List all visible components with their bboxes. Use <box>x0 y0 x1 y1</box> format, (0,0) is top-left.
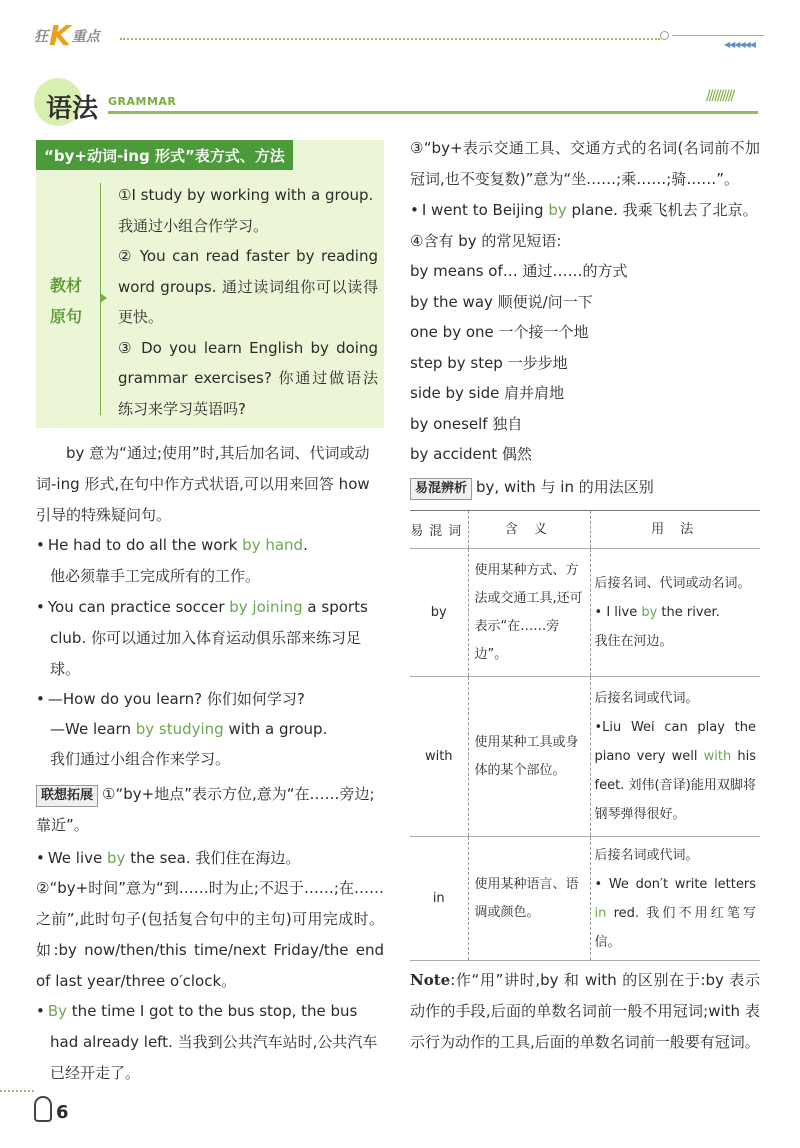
phrase-item: one by one 一个接一个地 <box>410 323 589 341</box>
phrase-list <box>410 256 760 470</box>
box-sentence-3-en: ③ Do you learn English by doing grammar exercises? <box>118 338 378 387</box>
example-3-answer: —We learn by studying with a group. <box>50 720 328 738</box>
table-row <box>410 837 760 961</box>
confusion-tag: 易混辨析 <box>410 478 472 500</box>
box-sentence-2-en: ② You can read faster by reading word groups. <box>118 247 378 296</box>
usage-3-example: • I went to Beijing by plane. 我乘飞机去了北京。 <box>410 195 760 226</box>
table-row <box>410 677 760 837</box>
row-usage: 后接名词或代词。 • We don′t write letters in red. 我们不用红笔写信。 <box>590 837 760 961</box>
extension-tag: 联想拓展 <box>36 785 98 807</box>
header-arrows-icon: ◀◀◀◀◀◀ <box>724 40 755 49</box>
balloon-icon <box>34 1096 52 1122</box>
phrase-item: by oneself 独自 <box>410 414 523 433</box>
note-label: Note <box>410 971 451 989</box>
book-logo <box>34 19 100 52</box>
example-3-question: • —How do you learn? 你们如何学习? <box>36 684 384 715</box>
logo-text-k: K <box>49 19 71 52</box>
box-label: 教材原句 <box>50 276 83 326</box>
header-meaning: 含 义 <box>468 511 590 549</box>
box-sentence-2-cn: 通过读词组你可以读得更快。 <box>118 277 378 326</box>
page-number: 6 <box>56 1102 69 1123</box>
row-word: in <box>410 837 468 961</box>
header-dotted-line <box>120 38 660 40</box>
intro-paragraph: by 意为“通过;使用”时,其后加名词、代词或动词-ing 形式,在句中作方式状语,可以用来回答 how 引导的特殊疑问句。 <box>36 444 370 524</box>
logo-text-2: 重点 <box>71 29 100 45</box>
note-paragraph: Note:作“用”讲时,by 和 with 的区别在于:by 表示动作的手段,后面的单数名词前一般不用冠词;with 表示行为动作的工具,后面的单数名词前一般要有冠词。 <box>410 971 760 1051</box>
phrase-item: by the way 顺便说/问一下 <box>410 292 593 311</box>
row-meaning: 使用某种工具或身体的某个部位。 <box>468 677 590 837</box>
row-meaning: 使用某种方式、方法或交通工具,还可表示“在……旁边”。 <box>468 549 590 677</box>
table-row <box>410 549 760 677</box>
phrase-item: side by side 肩并肩地 <box>410 384 565 402</box>
logo-text-1: 狂 <box>34 29 48 45</box>
row-usage: 后接名词、代词或动名词。 • I live by the river. 我住在河边。 <box>590 549 760 677</box>
row-word: by <box>410 549 468 677</box>
row-usage: 后接名词或代词。 •Liu Wei can play the piano very well with his feet. 刘伟(音译)能用双脚将钢琴弹得很好。 <box>590 677 760 837</box>
extension-2-example: • By the time I got to the bus stop, the bus had already left. 当我到公共汽车站时,公共汽车已经开走了。 <box>36 996 384 1089</box>
phrase-item: by accident 偶然 <box>410 445 532 463</box>
section-title-rule <box>108 111 758 114</box>
box-title: “by+动词-ing 形式”表方式、方法 <box>36 140 293 170</box>
example-1-translation: 他必须靠手工完成所有的工作。 <box>50 567 261 585</box>
box-arrow-icon <box>100 293 107 303</box>
confusion-heading: 易混辨析 by, with 与 in 的用法区别 <box>410 472 760 503</box>
extension-1-example: • We live by the sea. 我们住在海边。 <box>36 843 384 874</box>
header-circle-icon <box>660 31 669 40</box>
comparison-table <box>410 510 760 961</box>
box-sentence-3-cn: 你通过做语法练习来学习英语吗? <box>118 369 378 418</box>
header-word: 易混词 <box>410 511 468 549</box>
example-3-translation: 我们通过小组合作来学习。 <box>50 750 231 768</box>
example-1: • He had to do all the work by hand. <box>36 530 384 561</box>
usage-4: ④含有 by 的常见短语: <box>410 232 562 250</box>
header-rule <box>672 35 764 36</box>
footer-dotted-line <box>0 1090 34 1092</box>
section-title-en: GRAMMAR <box>108 95 177 108</box>
box-sentence-1-cn: 我通过小组合作学习。 <box>118 216 269 235</box>
hatch-decoration-icon: ////////// <box>706 88 734 104</box>
table-header-row <box>410 511 760 549</box>
extension-1: 联想拓展 ①“by+地点”表示方位,意为“在……旁边;靠近”。 <box>36 785 375 834</box>
row-meaning: 使用某种语言、语调或颜色。 <box>468 837 590 961</box>
box-sentences <box>118 180 378 424</box>
example-2: • You can practice soccer by joining a sports club. 你可以通过加入体育运动俱乐部来练习足球。 <box>36 592 384 685</box>
header-usage: 用 法 <box>590 511 760 549</box>
row-word: with <box>410 677 468 837</box>
section-title: 语法 <box>46 94 99 124</box>
phrase-item: step by step 一步步地 <box>410 353 568 372</box>
box-sentence-1-en: ①I study by working with a group. <box>118 186 374 204</box>
usage-3: ③“by+表示交通工具、交通方式的名词(名词前不加冠词,也不变复数)”意为“坐……;乘……;骑……”。 <box>410 139 760 188</box>
extension-2: ②“by+时间”意为“到……时为止;不迟于……;在……之前”,此时句子(包括复合句中的主句)可用完成时。如:by now/then/this time/next Friday/the end of last year/three o′clock。 <box>36 879 384 990</box>
phrase-item: by means of… 通过……的方式 <box>410 262 628 280</box>
